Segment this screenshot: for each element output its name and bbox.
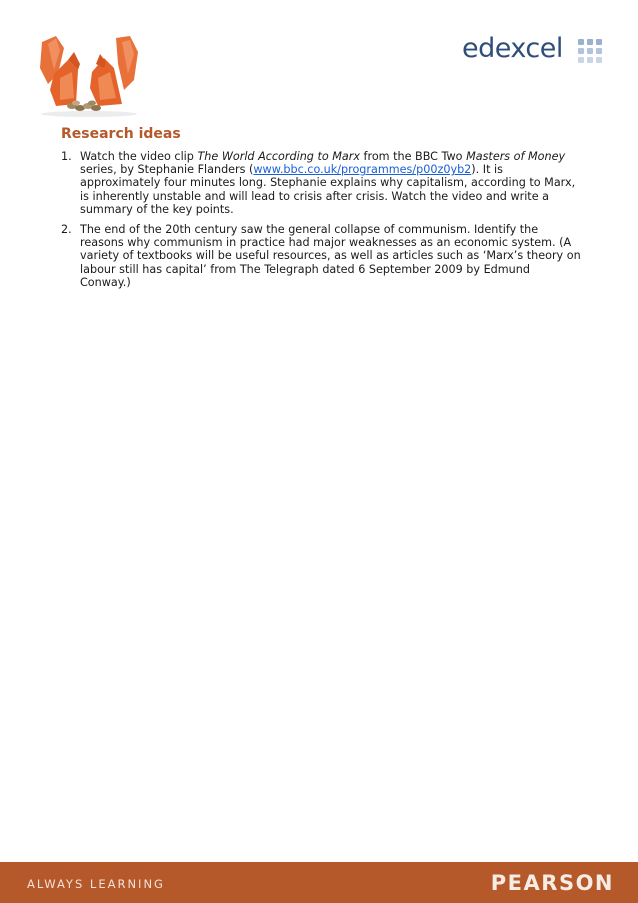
video-title: The World According to Marx [197, 150, 360, 163]
pearson-logo: PEARSON [490, 871, 614, 895]
item-text: Watch the video clip [80, 150, 198, 163]
edexcel-wordmark: edexcel [462, 33, 563, 64]
item-text: series, by Stephanie Flanders ( [80, 163, 254, 177]
item-text: from the BBC Two [359, 150, 467, 163]
section-title: Research ideas [61, 126, 181, 142]
edexcel-dots-icon [578, 39, 604, 65]
list-item [61, 223, 581, 289]
item-text: The end of the 20th century saw the general collapse of communism. Identify the reasons why communism in practice had major weaknesses as an economic system. (A variety of textbooks will be useful resources, as well as articles such as ‘Marx’s theory on labour still has capital’ from The Telegraph dated 6 September 2009 by Edmund Conway.) [80, 223, 581, 289]
list-item-number: 2. [61, 223, 72, 237]
item-text: ). It is approximately four minutes long. Stephanie explains why capitalism, according to Marx, is inherently unstable and will lead to crisis after crisis. Watch the video and write a summary of the key points. [80, 163, 576, 216]
research-ideas-list [61, 150, 581, 296]
list-item-number: 1. [61, 150, 72, 163]
footer-tagline: ALWAYS LEARNING [27, 877, 165, 891]
origami-squirrels-logo [34, 34, 144, 118]
list-item [61, 150, 581, 216]
edexcel-logo [462, 33, 607, 67]
footer-bar [0, 862, 638, 903]
bbc-programme-link[interactable]: www.bbc.co.uk/programmes/p00z0yb2 [253, 163, 472, 177]
series-title: Masters of Money [466, 150, 566, 163]
